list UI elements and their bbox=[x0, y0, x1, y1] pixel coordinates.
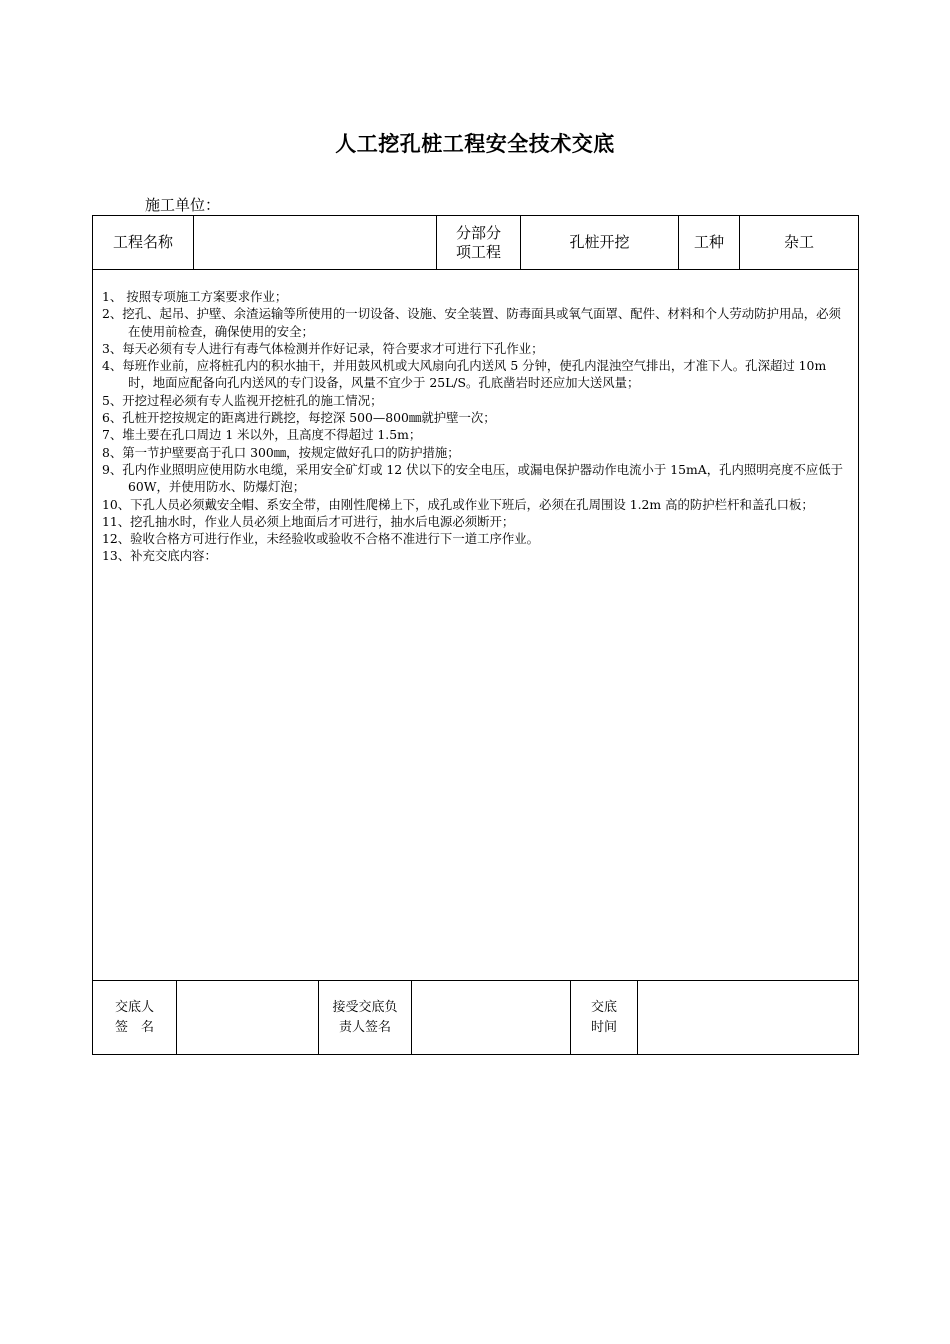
receiver-label-line2: 责人签名 bbox=[338, 1020, 391, 1035]
time-label-line1: 交底 bbox=[590, 1000, 617, 1015]
briefing-table bbox=[92, 215, 859, 1055]
time-field[interactable] bbox=[638, 981, 858, 1055]
list-item: 2、挖孔、起吊、护壁、余渣运输等所使用的一切设备、设施、安全装置、防毒面具或氧气面罩、配件、材料和个人劳动防护用品，必须在使用前检查，确保使用的安全； bbox=[102, 306, 841, 339]
subproject-value: 孔桩开挖 bbox=[569, 233, 630, 251]
list-item: 11、挖孔抽水时，作业人员必须上地面后才可进行，抽水后电源必须断开； bbox=[102, 513, 515, 529]
header-row bbox=[93, 216, 858, 270]
list-item: 10、下孔人员必须戴安全帽、系安全带，由刚性爬梯上下，成孔或作业下班后，必须在孔周围设 1.2m 高的防护栏杆和盖孔口板； bbox=[102, 496, 814, 512]
time-label bbox=[571, 981, 637, 1055]
briefer-label bbox=[93, 981, 176, 1055]
list-item: 1、 按照专项施工方案要求作业； bbox=[102, 289, 288, 304]
time-label-line2: 时间 bbox=[590, 1020, 617, 1035]
construction-unit-label: 施工单位： bbox=[145, 196, 221, 214]
list-item: 9、孔内作业照明应使用防水电缆，采用安全矿灯或 12 伏以下的安全电压，或漏电保护器动作电流小于 15mA，孔内照明亮度不应低于 60W，并使用防水、防爆灯泡； bbox=[102, 461, 844, 495]
receiver-signature-field[interactable] bbox=[412, 981, 570, 1055]
briefer-label-line2: 签 名 bbox=[114, 1020, 154, 1035]
document-title: 人工挖孔桩工程安全技术交底 bbox=[335, 131, 615, 156]
briefer-signature-field[interactable] bbox=[177, 981, 318, 1055]
list-item: 7、堆土要在孔口周边 1 米以外，且高度不得超过 1.5m； bbox=[102, 427, 422, 443]
list-item: 3、每天必须有专人进行有毒气体检测并作好记录，符合要求才可进行下孔作业； bbox=[102, 340, 544, 356]
subproject-label-line2: 项工程 bbox=[455, 242, 501, 261]
project-name-value[interactable] bbox=[194, 216, 436, 269]
receiver-label bbox=[319, 981, 411, 1055]
briefer-label-line1: 交底人 bbox=[114, 1000, 154, 1015]
list-item: 13、补充交底内容： bbox=[102, 548, 217, 564]
subproject-label-line1: 分部分 bbox=[455, 223, 501, 242]
list-item: 6、孔桩开挖按规定的距离进行跳挖，每挖深 500—800㎜就护壁一次； bbox=[102, 410, 496, 426]
briefing-items bbox=[102, 288, 852, 565]
work-type-label: 工种 bbox=[693, 233, 724, 251]
signature-row bbox=[93, 980, 858, 1055]
list-item: 8、第一节护壁要高于孔口 300㎜，按规定做好孔口的防护措施； bbox=[102, 444, 460, 460]
receiver-label-line1: 接受交底负 bbox=[332, 1000, 398, 1015]
subproject-label bbox=[437, 216, 520, 269]
list-item: 5、开挖过程必须有专人监视开挖桩孔的施工情况； bbox=[102, 392, 383, 408]
project-name-label: 工程名称 bbox=[112, 233, 173, 251]
list-item: 4、每班作业前，应将桩孔内的积水抽干，并用鼓风机或大风扇向孔内送风 5 分钟，使孔内混浊空气排出，才准下人。孔深超过 10m 时，地面应配备向孔内送风的专门设备，风量不宜少于 25L/S。孔底凿岩时还应加大送风量； bbox=[102, 358, 827, 391]
list-item: 12、验收合格方可进行作业，未经验收或验收不合格不准进行下一道工序作业。 bbox=[102, 531, 540, 547]
work-type-value: 杂工 bbox=[783, 233, 814, 251]
